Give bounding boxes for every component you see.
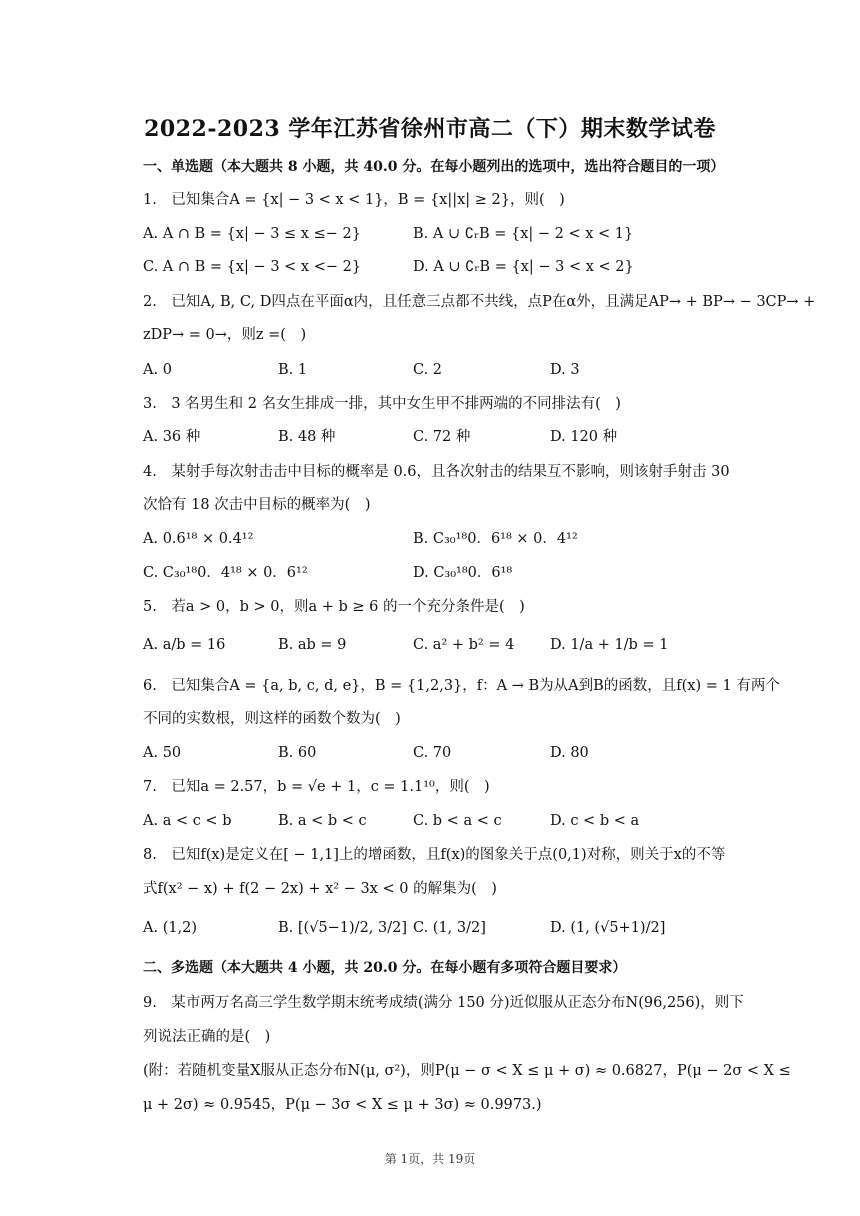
option-d[interactable]: D. C₃₀¹⁸0．6¹⁸ — [413, 565, 513, 581]
question-3-options — [143, 427, 743, 449]
question-6-options — [143, 743, 743, 765]
question-5-text: 5. 若a > 0，b > 0，则a + b ≥ 6 的一个充分条件是( ) — [143, 599, 525, 615]
question-1-text: 1. 已知集合A = {x| − 3 < x < 1}，B = {x||x| ≥ 2}，则( ) — [143, 192, 565, 208]
option-d[interactable]: D. 80 — [550, 745, 589, 761]
question-1-options — [143, 224, 743, 246]
section-heading-multiple-choice: 二、多选题（本大题共 4 小题，共 20.0 分。在每小题有多项符合题目要求） — [143, 960, 627, 976]
question-2-text: zDP→ = 0→，则z =( ) — [143, 327, 307, 343]
question-7-options — [143, 811, 743, 833]
option-d[interactable]: D. 3 — [550, 362, 580, 378]
option-c[interactable]: C. A ∩ B = {x| − 3 < x <− 2} — [143, 259, 362, 275]
question-9-note: μ + 2σ) ≈ 0.9545，P(μ − 3σ < X ≤ μ + 3σ) ≈ 0.9973.) — [143, 1097, 542, 1113]
option-b[interactable]: B. [(√5−1)/2, 3/2] — [278, 920, 408, 936]
option-d[interactable]: D. 1/a + 1/b = 1 — [550, 637, 669, 653]
question-4-text: 4. 某射手每次射击击中目标的概率是 0.6，且各次射击的结果互不影响，则该射手射击 30 — [143, 464, 730, 480]
question-6-text: 6. 已知集合A = {a, b, c, d, e}，B = {1,2,3}，f：A → B为从A到B的函数，且f(x) = 1 有两个 — [143, 678, 780, 694]
option-d[interactable]: D. (1, (√5+1)/2] — [550, 920, 666, 936]
option-b[interactable]: B. 1 — [278, 362, 308, 378]
option-c[interactable]: C. 72 种 — [413, 429, 471, 445]
option-a[interactable]: A. 50 — [143, 745, 182, 761]
section-heading-single-choice: 一、单选题（本大题共 8 小题，共 40.0 分。在每小题列出的选项中，选出符合题目的一项） — [143, 159, 725, 175]
question-8-options — [143, 918, 743, 940]
page-footer: 第 1页，共 19页 — [384, 1152, 476, 1166]
option-b[interactable]: B. ab = 9 — [278, 637, 347, 653]
question-6-text: 不同的实数根，则这样的函数个数为( ) — [143, 711, 401, 727]
option-b[interactable]: B. 60 — [278, 745, 317, 761]
question-1-options — [143, 257, 743, 279]
option-b[interactable]: B. a < b < c — [278, 813, 367, 829]
question-9-text: 9. 某市两万名高三学生数学期末统考成绩(满分 150 分)近似服从正态分布N(96,256)，则下 — [143, 995, 744, 1011]
option-d[interactable]: D. c < b < a — [550, 813, 640, 829]
question-4-text: 次恰有 18 次击中目标的概率为( ) — [143, 497, 371, 513]
option-d[interactable]: D. A ∪ ∁ᵣB = {x| − 3 < x < 2} — [413, 259, 634, 275]
question-4-options — [143, 529, 743, 551]
option-a[interactable]: A. 0 — [143, 362, 172, 378]
question-8-text: 8. 已知f(x)是定义在[ − 1,1]上的增函数，且f(x)的图象关于点(0,1)对称，则关于x的不等 — [143, 847, 726, 863]
option-a[interactable]: A. 0.6¹⁸ × 0.4¹² — [143, 531, 254, 547]
question-3-text: 3. 3 名男生和 2 名女生排成一排，其中女生甲不排两端的不同排法有( ) — [143, 396, 621, 412]
option-a[interactable]: A. a < c < b — [143, 813, 232, 829]
option-c[interactable]: C. 70 — [413, 745, 452, 761]
question-2-text: 2. 已知A, B, C, D四点在平面α内，且任意三点都不共线，点P在α外，且满足AP→ + BP→ − 3CP→ + — [143, 294, 816, 310]
option-b[interactable]: B. C₃₀¹⁸0．6¹⁸ × 0．4¹² — [413, 531, 578, 547]
option-a[interactable]: A. A ∩ B = {x| − 3 ≤ x ≤− 2} — [143, 226, 361, 242]
question-4-options — [143, 563, 743, 585]
option-c[interactable]: C. b < a < c — [413, 813, 502, 829]
page-title: 2022-2023 学年江苏省徐州市高二（下）期末数学试卷 — [144, 116, 716, 142]
option-c[interactable]: C. (1, 3/2] — [413, 920, 486, 936]
question-8-text: 式f(x² − x) + f(2 − 2x) + x² − 3x < 0 的解集为( ) — [143, 881, 497, 897]
option-b[interactable]: B. A ∪ ∁ᵣB = {x| − 2 < x < 1} — [413, 226, 634, 242]
option-c[interactable]: C. 2 — [413, 362, 443, 378]
question-9-text: 列说法正确的是( ) — [143, 1029, 271, 1045]
option-a[interactable]: A. (1,2) — [143, 920, 198, 936]
question-2-options — [143, 360, 743, 382]
option-d[interactable]: D. 120 种 — [550, 429, 618, 445]
question-5-options — [143, 635, 743, 657]
question-7-text: 7. 已知a = 2.57，b = √e + 1，c = 1.1¹⁰，则( ) — [143, 779, 490, 795]
option-b[interactable]: B. 48 种 — [278, 429, 336, 445]
option-c[interactable]: C. a² + b² = 4 — [413, 637, 515, 653]
question-9-note: (附：若随机变量X服从正态分布N(μ, σ²)，则P(μ − σ < X ≤ μ + σ) ≈ 0.6827，P(μ − 2σ < X ≤ — [143, 1063, 791, 1079]
option-c[interactable]: C. C₃₀¹⁸0．4¹⁸ × 0．6¹² — [143, 565, 308, 581]
option-a[interactable]: A. 36 种 — [143, 429, 201, 445]
option-a[interactable]: A. a/b = 16 — [143, 637, 226, 653]
